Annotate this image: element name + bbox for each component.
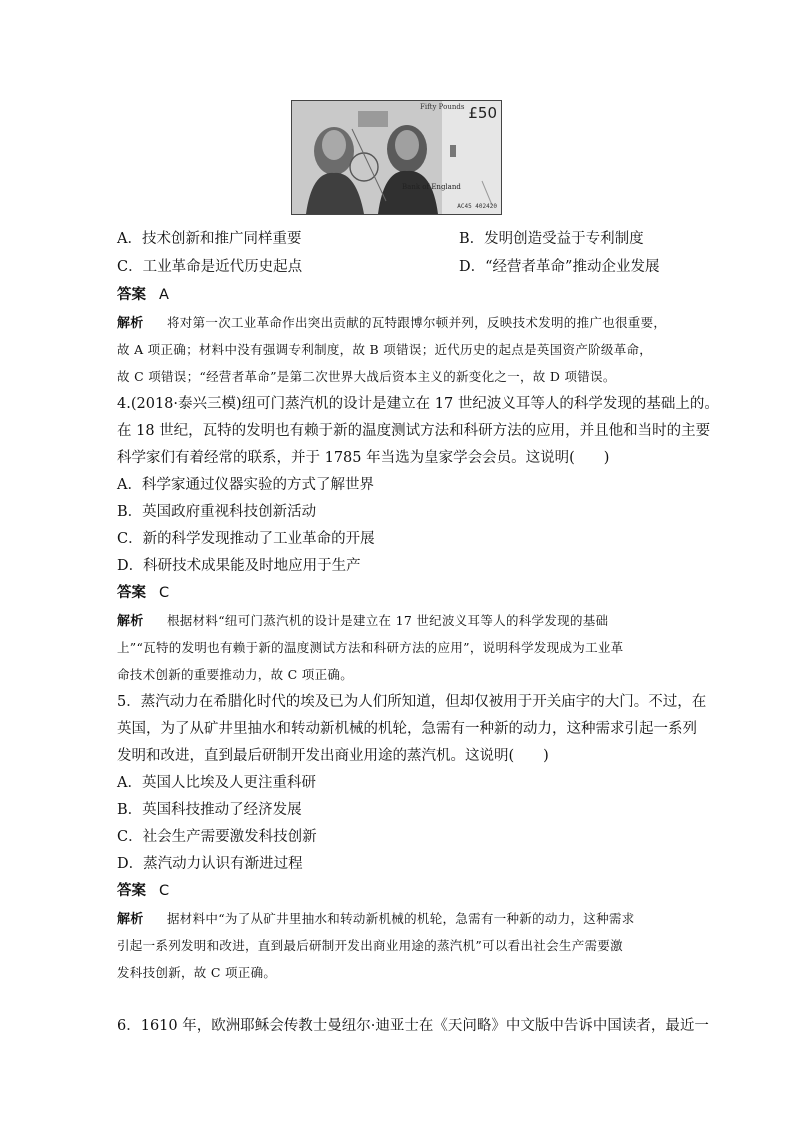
q4-answer-label: 答案 (117, 585, 146, 601)
q5-stem-line-1: 5．蒸汽动力在希腊化时代的埃及已为人们所知道，但却仅被用于开关庙宇的大门。不过，在 (117, 694, 707, 710)
q5-explanation-text-1: 据材料中“为了从矿井里抽水和转动新机械的机轮，急需有一种新的动力，这种需求 (167, 911, 635, 926)
q4-stem-line-1: 4.(2018·泰兴三模)纽可门蒸汽机的设计是建立在 17 世纪波义耳等人的科学发现的基础上的。 (117, 396, 719, 412)
q3-explanation-line-1 (117, 313, 666, 334)
q3-explanation-line-2: 故 A 项正确；材料中没有强调专利制度，故 B 项错误；近代历史的起点是英国资产阶级革命， (117, 342, 653, 357)
q4-explanation-label: 解析 (117, 614, 144, 629)
q4-explanation-line-1 (117, 611, 608, 632)
banknote-denomination: £50 (468, 104, 497, 122)
q3-explanation-label: 解析 (117, 316, 144, 331)
q4-stem-line-2: 在 18 世纪，瓦特的发明也有赖于新的温度测试方法和科研方法的应用，并且他和当时的主要 (117, 423, 711, 439)
q5-answer-value: C (159, 883, 170, 899)
banknote-serial: AC45 402420 (457, 203, 497, 210)
q4-stem-line-3: 科学家们有着经常的联系，并于 1785 年当选为皇家学会会员。这说明( ) (117, 450, 610, 466)
banknote-image (291, 100, 502, 215)
q5-explanation-line-1 (117, 909, 635, 930)
q6-stem-line-1: 6．1610 年，欧洲耶稣会传教士曼纽尔·迪亚士在《天问略》中文版中告诉中国读者，最近一 (117, 1018, 709, 1034)
q3-options-row-1 (117, 229, 644, 249)
q5-stem-line-2: 英国，为了从矿井里抽水和转动新机械的机轮，急需有一种新的动力，这种需求引起一系列 (117, 721, 697, 737)
q5-explanation-line-3: 发科技创新，故 C 项正确。 (117, 965, 277, 980)
q4-option-b: B．英国政府重视科技创新活动 (117, 504, 317, 520)
q3-answer-label: 答案 (117, 287, 146, 303)
q5-option-d: D．蒸汽动力认识有渐进过程 (117, 856, 303, 872)
q5-option-c: C．社会生产需要激发科技创新 (117, 829, 317, 845)
q5-answer-label: 答案 (117, 883, 146, 899)
q5-option-b: B．英国科技推动了经济发展 (117, 802, 302, 818)
q3-explanation-line-3: 故 C 项错误；“经营者革命”是第二次世界大战后资本主义的新变化之一，故 D 项错误。 (117, 369, 616, 384)
q5-stem-line-3: 发明和改进，直到最后研制开发出商业用途的蒸汽机。这说明( ) (117, 748, 549, 764)
q4-answer-value: C (159, 585, 170, 601)
q5-answer (117, 881, 169, 901)
q3-answer (117, 285, 169, 305)
q4-option-a: A．科学家通过仪器实验的方式了解世界 (117, 477, 374, 493)
q4-explanation-line-2: 上”“瓦特的发明也有赖于新的温度测试方法和科研方法的应用”，说明科学发现成为工业革 (117, 640, 624, 655)
q4-explanation-text-1: 根据材料“纽可门蒸汽机的设计是建立在 17 世纪波义耳等人的科学发现的基础 (167, 613, 609, 628)
q3-option-b: B．发明创造受益于专利制度 (459, 231, 644, 247)
q3-option-d: D．“经营者革命”推动企业发展 (459, 259, 660, 275)
q4-explanation-line-3: 命技术创新的重要推动力，故 C 项正确。 (117, 667, 354, 682)
q5-explanation-line-2: 引起一系列发明和改进，直到最后研制开发出商业用途的蒸汽机”可以看出社会生产需要激 (117, 938, 623, 953)
q5-option-a: A．英国人比埃及人更注重科研 (117, 775, 316, 791)
q4-option-c: C．新的科学发现推动了工业革命的开展 (117, 531, 375, 547)
q3-option-a: A．技术创新和推广同样重要 (117, 231, 302, 247)
banknote-bank-text: Bank of England (402, 183, 461, 191)
q4-answer (117, 583, 169, 603)
banknote-top-text: Fifty Pounds (420, 103, 465, 111)
q3-option-c: C．工业革命是近代历史起点 (117, 259, 303, 275)
q3-answer-value: A (159, 287, 169, 303)
q4-option-d: D．科研技术成果能及时地应用于生产 (117, 558, 361, 574)
q3-options-row-2 (117, 257, 660, 277)
q3-explanation-text-1: 将对第一次工业革命作出突出贡献的瓦特跟博尔顿并列，反映技术发明的推广也很重要， (167, 315, 667, 330)
q5-explanation-label: 解析 (117, 912, 144, 927)
